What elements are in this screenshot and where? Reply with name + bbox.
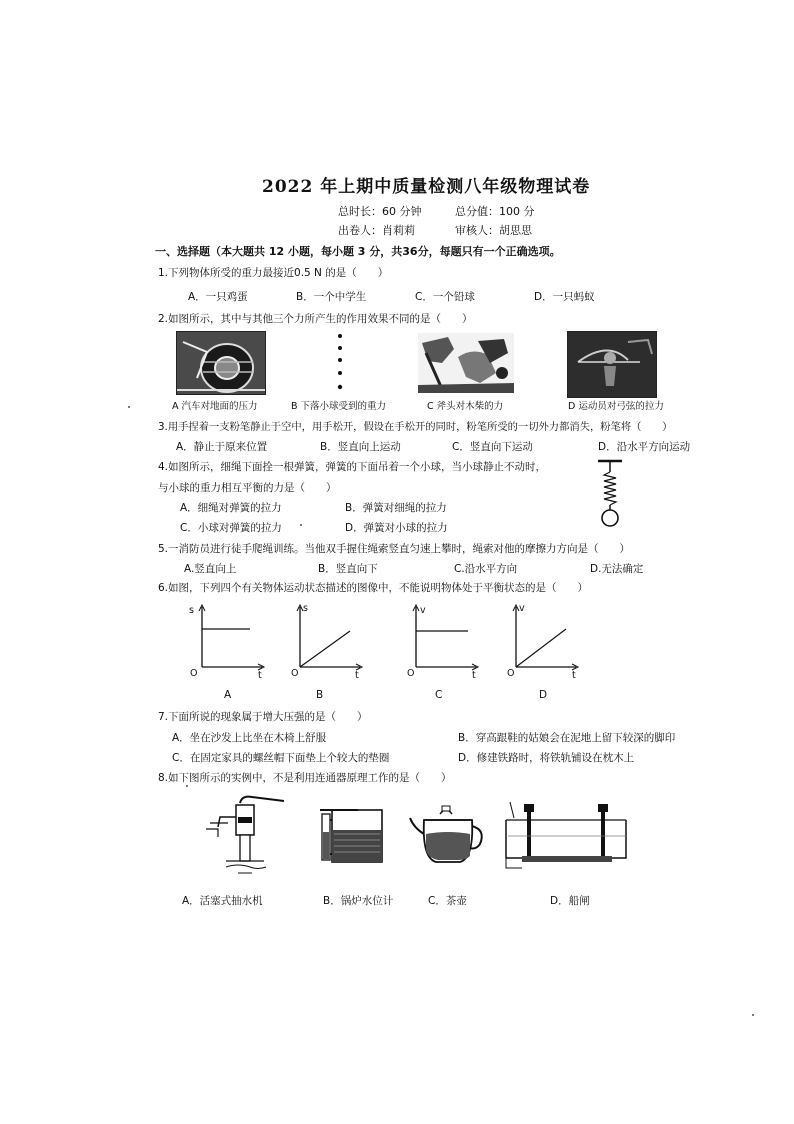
q5-option-a: A.竖直向上 (184, 563, 237, 575)
q8-image-piston-pump (196, 793, 300, 883)
q1-option-d: D．一只蚂蚁 (534, 291, 595, 303)
graph-d-x-axis-label: t (572, 670, 576, 681)
q8-image-ship-lock (502, 796, 634, 876)
graph-c-origin: O (407, 668, 415, 679)
graph-a-x-axis-label: t (258, 670, 262, 681)
q8-image-teapot (406, 800, 488, 870)
graph-b-y-axis-label: s (303, 603, 308, 614)
q4-option-b: B．弹簧对细绳的拉力 (345, 502, 447, 514)
graph-c-x-axis-label: t (472, 670, 476, 681)
graph-b-origin: O (291, 668, 299, 679)
scan-speck (186, 785, 188, 787)
q8-caption-a: A．活塞式抽水机 (182, 895, 263, 907)
q7-option-d: D．修建铁路时，将铁轨铺设在枕木上 (458, 752, 635, 764)
q1-option-c: C．一个铅球 (415, 291, 475, 303)
q4-option-c: C．小球对弹簧的拉力 (180, 522, 282, 534)
graph-c-y-axis-label: v (420, 605, 426, 616)
scan-speck (128, 406, 130, 408)
q5-stem: 5.一消防员进行徒手爬绳训练。当他双手握住绳索竖直匀速上攀时，绳索对他的摩擦力方向是（ ） (158, 543, 631, 555)
q2-stem: 2.如图所示，其中与其他三个力所产生的作用效果不同的是（ ） (158, 313, 473, 325)
q3-option-c: C．竖直向下运动 (452, 441, 533, 453)
q8-caption-c: C．茶壶 (428, 895, 467, 907)
q4-stem-line1: 4.如图所示，细绳下面拴一根弹簧，弹簧的下面吊着一个小球，当小球静止不动时， (158, 461, 547, 473)
q7-option-b: B．穿高跟鞋的姑娘会在泥地上留下较深的脚印 (458, 732, 676, 744)
q7-option-c: C．在固定家具的螺丝帽下面垫上个较大的垫圈 (172, 752, 390, 764)
graph-a-y-axis-label: s (189, 605, 194, 616)
scan-speck (752, 1014, 754, 1016)
q8-image-boiler-gauge (318, 806, 392, 870)
graph-d-origin: O (507, 668, 515, 679)
q2-image-falling-ball (334, 332, 346, 392)
q5-option-c: C.沿水平方向 (454, 563, 518, 575)
graph-b-label: B (316, 689, 324, 701)
graph-b-x-axis-label: t (355, 670, 359, 681)
q2-image-tire (176, 331, 266, 395)
q3-option-a: A．静止于原来位置 (176, 441, 268, 453)
tire-drawing (177, 332, 265, 394)
total-score: 总分值：100 分 (455, 205, 535, 218)
axe-drawing (418, 333, 514, 393)
q2-image-axe (418, 333, 514, 393)
duration: 总时长：60 分钟 (338, 205, 422, 218)
q2-caption-d: D 运动员对弓弦的拉力 (568, 401, 664, 412)
reviewer: 审核人：胡思思 (455, 224, 532, 237)
q8-caption-b: B．锅炉水位计 (323, 895, 394, 907)
q1-option-b: B．一个中学生 (296, 291, 367, 303)
q4-spring-ball-figure (594, 458, 626, 530)
author: 出卷人：肖莉莉 (338, 224, 415, 237)
graph-a-origin: O (190, 668, 198, 679)
graph-a-label: A (224, 689, 232, 701)
q4-stem-line2: 与小球的重力相互平衡的力是（ ） (158, 482, 337, 494)
q1-option-a: A．一只鸡蛋 (188, 291, 248, 303)
graph-d-label: D (539, 689, 548, 701)
q4-option-d: D．弹簧对小球的拉力 (345, 522, 448, 534)
q2-caption-b: B 下落小球受到的重力 (291, 401, 387, 412)
graph-c-label: C (435, 689, 443, 701)
q7-stem: 7.下面所说的现象属于增大压强的是（ ） (158, 711, 368, 723)
q2-caption-c: C 斧头对木柴的力 (427, 401, 504, 412)
q5-option-d: D.无法确定 (590, 563, 644, 575)
q3-option-d: D．沿水平方向运动 (598, 441, 691, 453)
graph-d-y-axis-label: v (519, 603, 525, 614)
q8-stem: 8.如下图所示的实例中，不是利用连通器原理工作的是（ ） (158, 772, 452, 784)
archer-drawing (568, 332, 656, 397)
q1-stem: 1.下列物体所受的重力最接近0.5 N 的是（ ） (158, 267, 389, 279)
q6-stem: 6.如图，下列四个有关物体运动状态描述的图像中，不能说明物体处于平衡状态的是（ ） (158, 582, 589, 594)
q6-graph-a (186, 603, 266, 683)
q7-option-a: A．坐在沙发上比坐在木椅上舒服 (172, 732, 327, 744)
q2-image-archer (567, 331, 657, 398)
q3-option-b: B．竖直向上运动 (320, 441, 401, 453)
exam-title: 2022 年上期中质量检测八年级物理试卷 (262, 177, 591, 197)
q8-caption-d: D．船闸 (550, 895, 590, 907)
q4-option-a: A．细绳对弹簧的拉力 (180, 502, 282, 514)
q2-caption-a: A 汽车对地面的压力 (172, 401, 258, 412)
q5-option-b: B．竖直向下 (318, 563, 378, 575)
q3-stem: 3.用手捏着一支粉笔静止于空中，用手松开，假设在手松开的同时，粉笔所受的一切外力都消失，粉笔将（ ） (158, 421, 673, 433)
section-heading: 一、选择题（本大题共 12 小题，每小题 3 分，共36分，每题只有一个正确选项。 (155, 245, 561, 258)
scan-speck (300, 524, 302, 526)
